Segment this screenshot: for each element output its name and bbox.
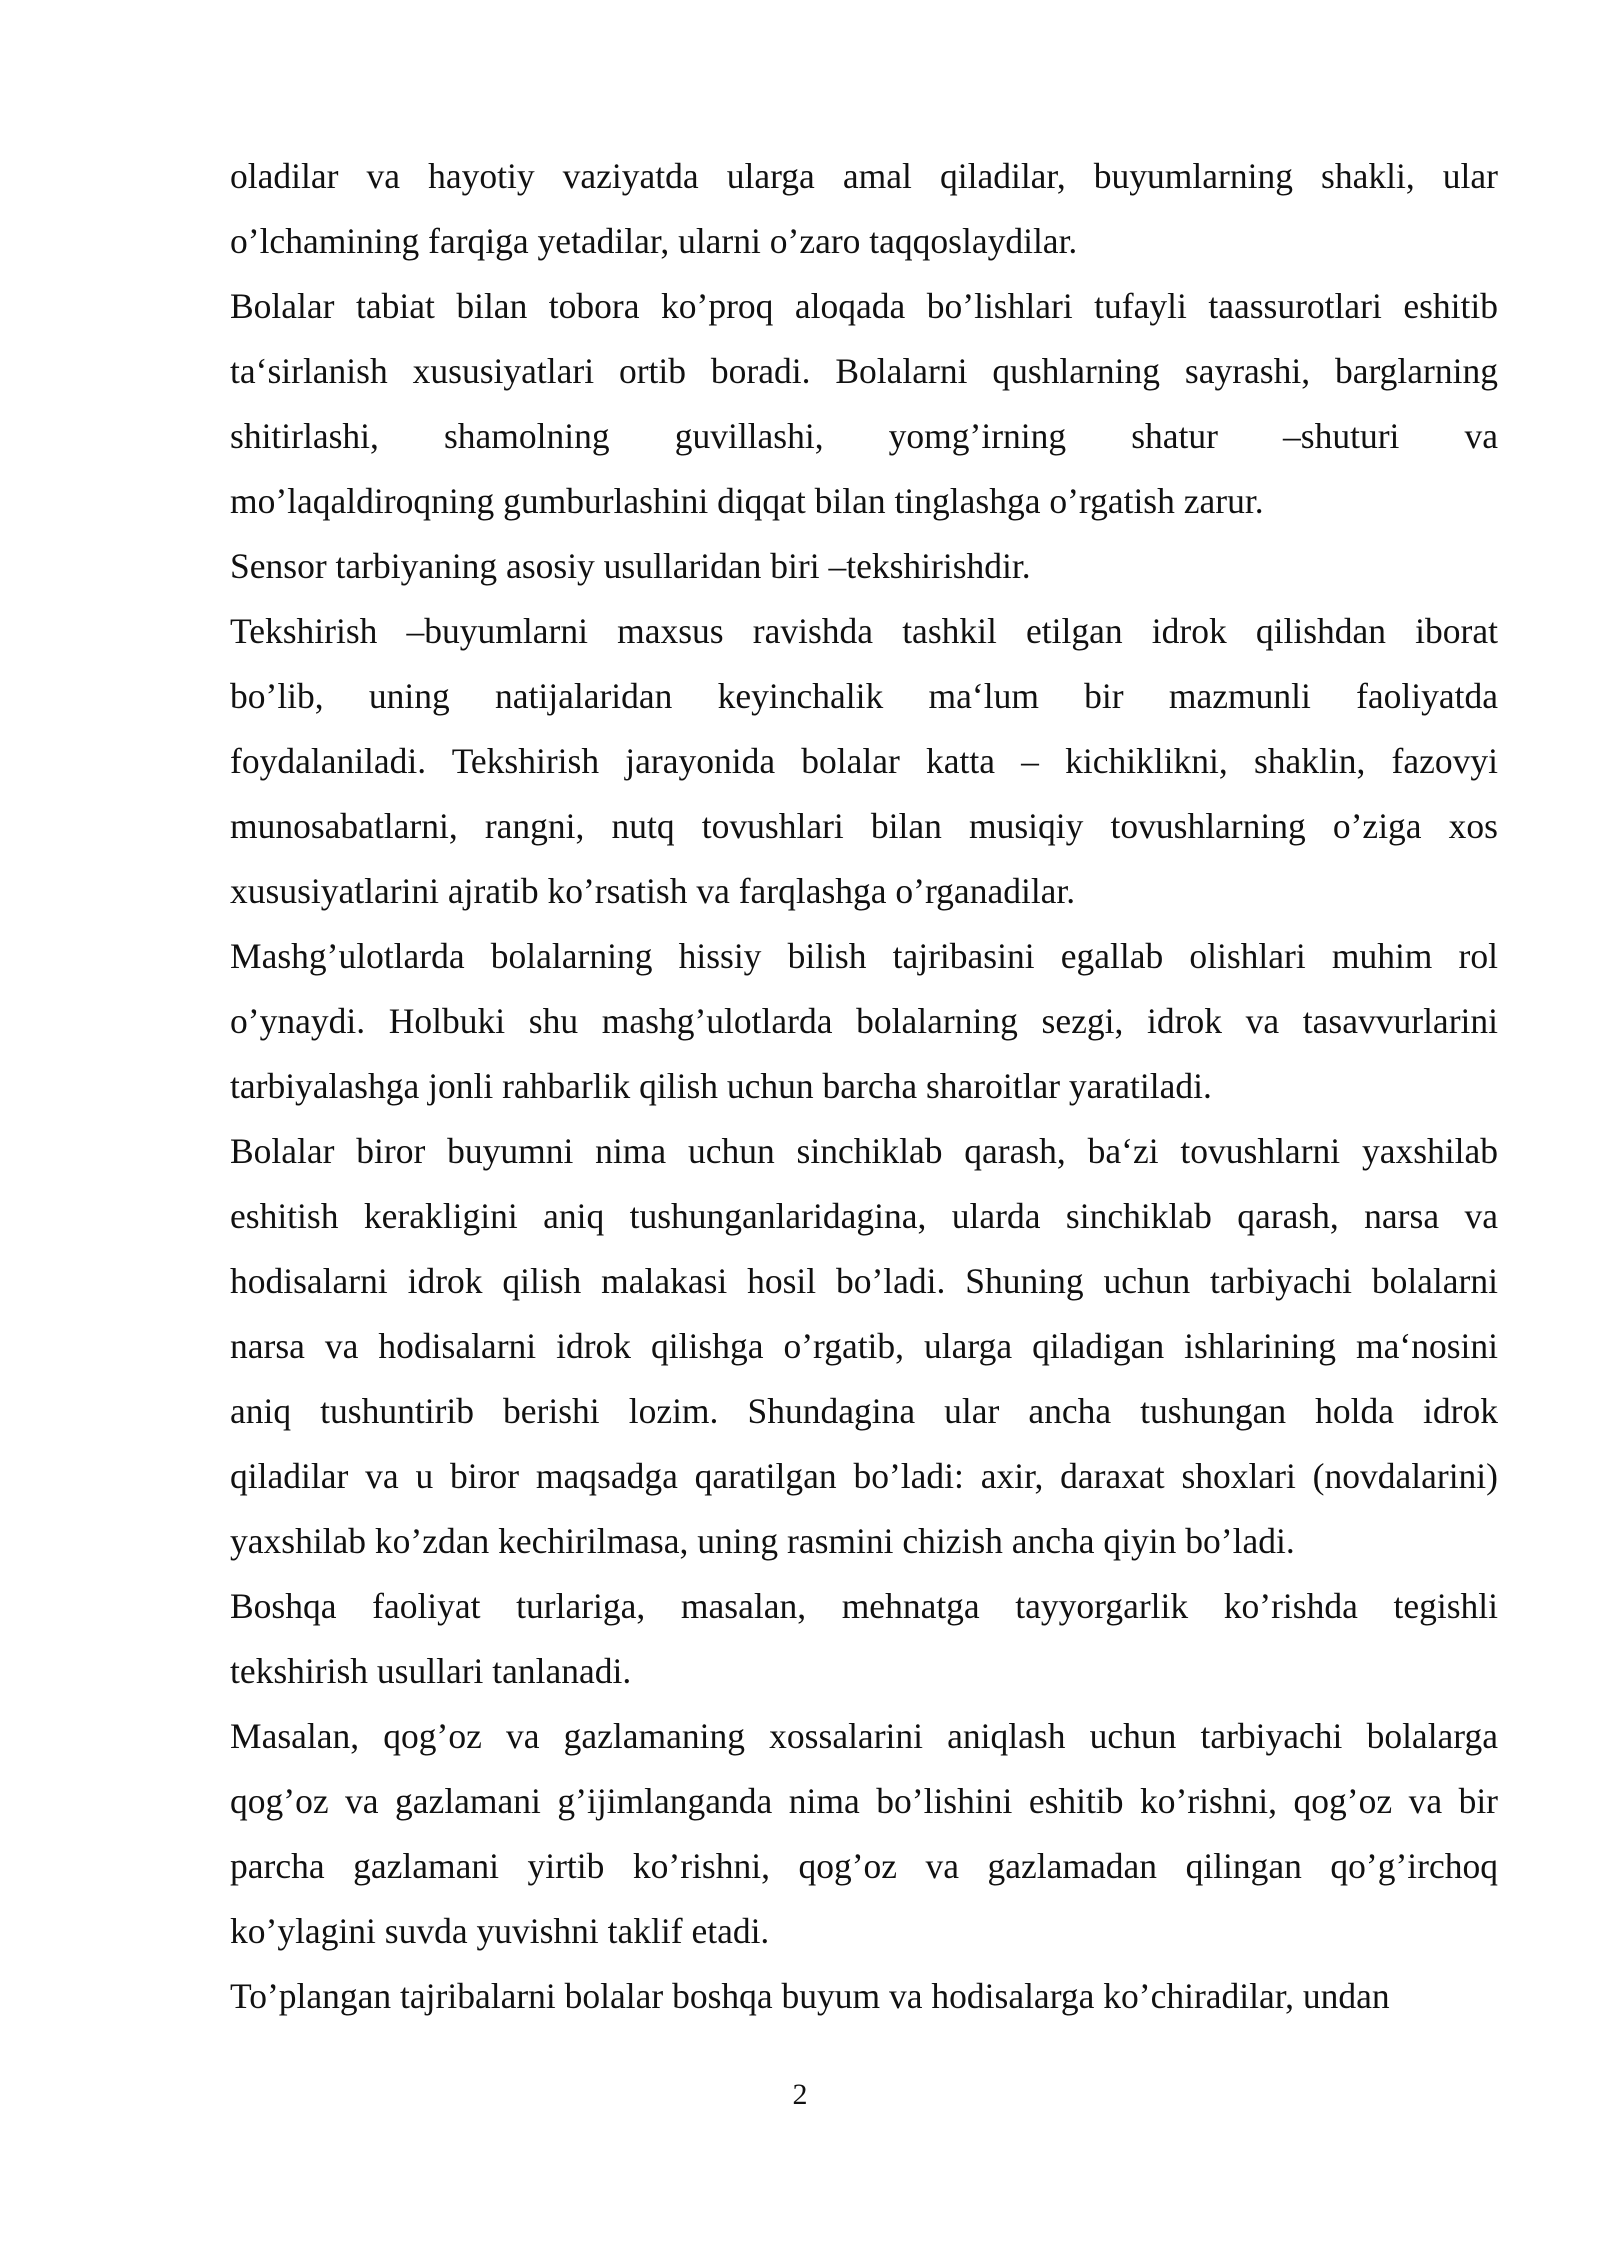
text-line: Sensor tarbiyaning asosiy usullaridan biri –tekshirishdir. xyxy=(230,546,1031,586)
text-line: To’plangan tajribalarni bolalar boshqa buyum va hodisalarga ko’chiradilar, undan xyxy=(230,1976,1390,2016)
text-line: Mashg’ulotlarda bolalarning hissiy bilish tajribasini egallab olishlari muhim rol xyxy=(230,936,1498,976)
text-line: tekshirish usullari tanlanadi. xyxy=(230,1651,632,1691)
text-line: Bolalar biror buyumni nima uchun sinchiklab qarash, ba‘zi tovushlarni yaxshilab xyxy=(230,1131,1498,1171)
page-number: 2 xyxy=(792,2078,808,2111)
text-line: o’ynaydi. Holbuki shu mashg’ulotlarda bolalarning sezgi, idrok va tasavvurlarini xyxy=(230,1001,1498,1041)
text-line: Tekshirish –buyumlarni maxsus ravishda tashkil etilgan idrok qilishdan iborat xyxy=(230,611,1498,651)
text-line: o’lchamining farqiga yetadilar, ularni o’zaro taqqoslaydilar. xyxy=(230,221,1078,261)
text-line: qog’oz va gazlamani g’ijimlanganda nima bo’lishini eshitib ko’rishni, qog’oz va bir xyxy=(230,1781,1498,1821)
text-line: aniq tushuntirib berishi lozim. Shundagina ular ancha tushungan holda idrok xyxy=(230,1391,1498,1431)
text-line: tarbiyalashga jonli rahbarlik qilish uchun barcha sharoitlar yaratiladi. xyxy=(230,1066,1212,1106)
text-line: foydalaniladi. Tekshirish jarayonida bolalar katta – kichiklikni, shaklin, fazovyi xyxy=(230,741,1498,781)
text-line: yaxshilab ko’zdan kechirilmasa, uning rasmini chizish ancha qiyin bo’ladi. xyxy=(230,1521,1295,1561)
text-line: bo’lib, uning natijalaridan keyinchalik ma‘lum bir mazmunli faoliyatda xyxy=(230,676,1498,716)
text-line: ko’ylagini suvda yuvishni taklif etadi. xyxy=(230,1911,770,1951)
text-line: munosabatlarni, rangni, nutq tovushlari bilan musiqiy tovushlarning o’ziga xos xyxy=(230,806,1498,846)
text-line: Boshqa faoliyat turlariga, masalan, mehnatga tayyorgarlik ko’rishda tegishli xyxy=(230,1586,1498,1626)
text-line: Bolalar tabiat bilan tobora ko’proq aloqada bo’lishlari tufayli taassurotlari eshitib xyxy=(230,286,1498,326)
text-line: ta‘sirlanish xususiyatlari ortib boradi. Bolalarni qushlarning sayrashi, barglarning xyxy=(230,351,1498,391)
text-line: parcha gazlamani yirtib ko’rishni, qog’oz va gazlamadan qilingan qo’g’irchoq xyxy=(230,1846,1498,1886)
text-line: hodisalarni idrok qilish malakasi hosil bo’ladi. Shuning uchun tarbiyachi bolalarni xyxy=(230,1261,1498,1301)
text-line: qiladilar va u biror maqsadga qaratilgan bo’ladi: axir, daraxat shoxlari (novdalarini) xyxy=(230,1456,1498,1496)
text-line: oladilar va hayotiy vaziyatda ularga amal qiladilar, buyumlarning shakli, ular xyxy=(230,156,1498,196)
text-line: eshitish kerakligini aniq tushunganlaridagina, ularda sinchiklab qarash, narsa va xyxy=(230,1196,1498,1236)
text-line: mo’laqaldiroqning gumburlashini diqqat bilan tinglashga o’rgatish zarur. xyxy=(230,481,1264,521)
text-line: narsa va hodisalarni idrok qilishga o’rgatib, ularga qiladigan ishlarining ma‘nosini xyxy=(230,1326,1498,1366)
text-line: Masalan, qog’oz va gazlamaning xossalarini aniqlash uchun tarbiyachi bolalarga xyxy=(230,1716,1498,1756)
text-line: xususiyatlarini ajratib ko’rsatish va farqlashga o’rganadilar. xyxy=(230,871,1076,911)
text-line: shitirlashi, shamolning guvillashi, yomg’irning shatur –shuturi va xyxy=(230,416,1498,456)
